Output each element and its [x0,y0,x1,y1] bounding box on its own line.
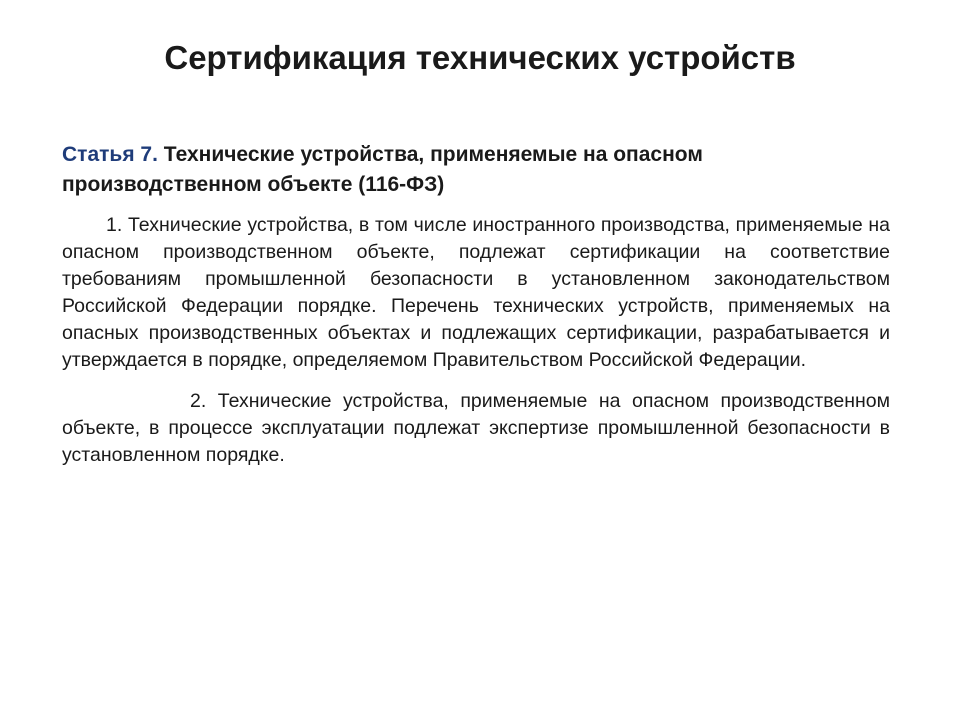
slide-title: Сертификация технических устройств [164,39,796,76]
slide-content [62,140,890,483]
article-heading [62,140,890,200]
article-heading-text: Технические устройства, применяемые на опасном производственном объекте (116-ФЗ) [62,143,703,196]
paragraph-1: 1. Технические устройства, в том числе иностранного производства, применяемые на опасном производственном объекте, подлежат сертификации на соответствие требованиям промышленной безопасности в установленном законодательством Российской Федерации порядке. Перечень технических устройств, применяемых на опасных производственных объектах и подлежащих сертификации, разрабатывается и утверждается в порядке, определяемом Правительством Российской Федерации. [62,214,890,371]
paragraph-2: 2. Технические устройства, применяемые на опасном производственном объекте, в процессе эксплуатации подлежат экспертизе промышленной безопасности в установленном порядке. [62,390,890,466]
article-label: Статья 7. [62,143,158,166]
